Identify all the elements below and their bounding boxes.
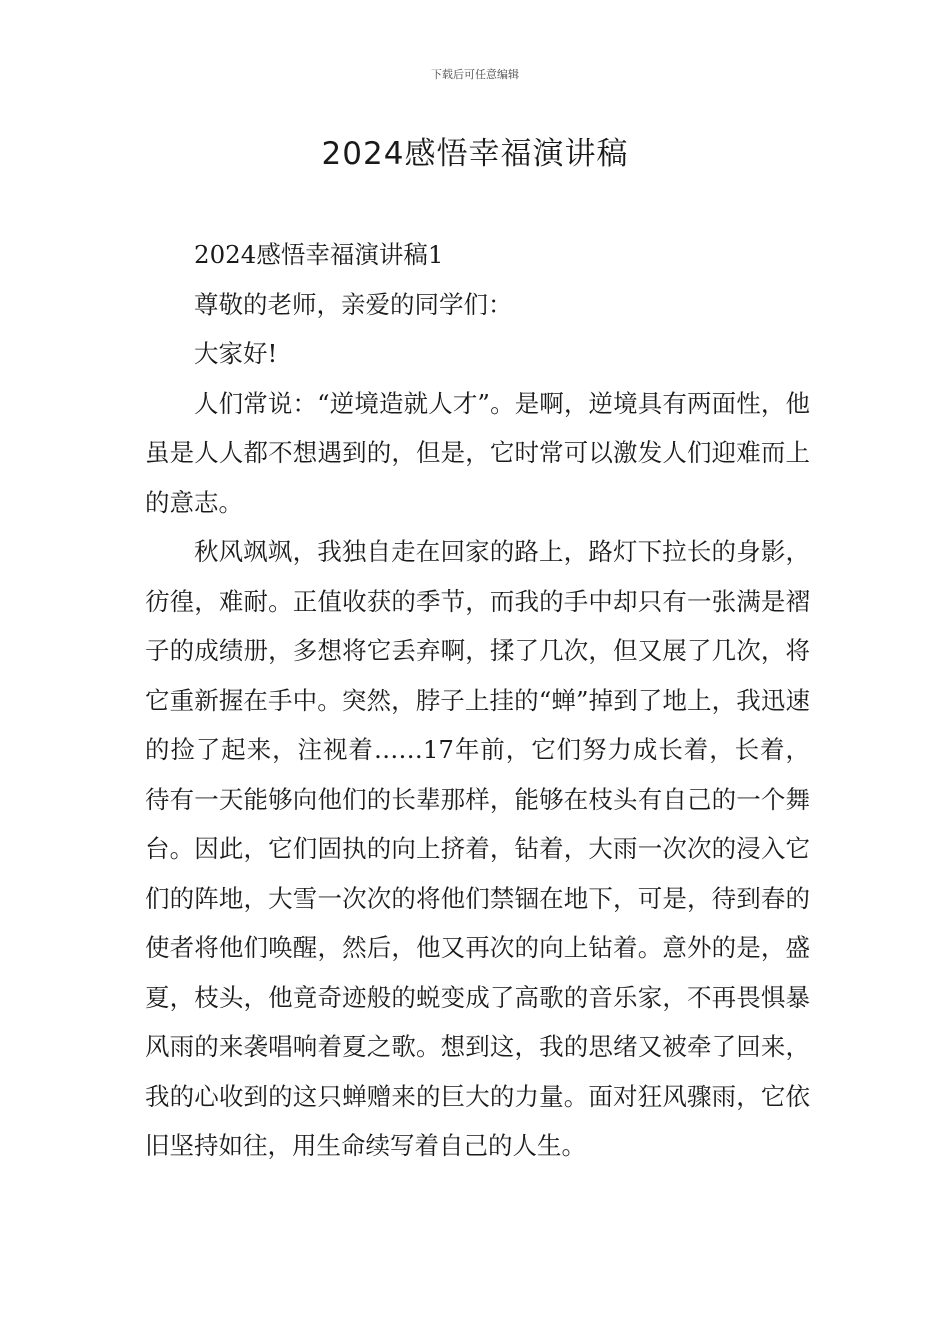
body-paragraph: 秋风飒飒，我独自走在回家的路上，路灯下拉长的身影，彷徨，难耐。正值收获的季节，而我的手中却只有一张满是褶子的成绩册，多想将它丢弃啊，揉了几次，但又展了几次，将它重新握在手中。突然，脖子上挂的“蝉”掉到了地上，我迅速的捡了起来，注视着……17年前，它们努力成长着，长着，待有一天能够向他们的长辈那样，能够在枝头有自己的一个舞台。因此，它们固执的向上挤着，钻着，大雨一次次的浸入它们的阵地，大雪一次次的将他们禁锢在地下，可是，待到春的使者将他们唤醒，然后，他又再次的向上钻着。意外的是，盛夏，枝头，他竟奇迹般的蜕变成了高歌的音乐家，不再畏惧暴风雨的来袭唱响着夏之歌。想到这，我的思绪又被牵了回来，我的心收到的这只蝉赠来的巨大的力量。面对狂风骤雨，它依旧坚持如往，用生命续写着自己的人生。 [145, 537, 810, 1160]
page-header-note: 下载后可任意编辑 [431, 68, 519, 81]
greeting-paragraph: 大家好! [194, 339, 278, 368]
salutation-paragraph: 尊敬的老师，亲爱的同学们： [194, 289, 513, 319]
subtitle-paragraph: 2024感悟幸福演讲稿1 [194, 240, 444, 269]
body-paragraph: 人们常说：“逆境造就人才”。是啊，逆境具有两面性，他虽是人人都不想遇到的，但是，它时常可以激发人们迎难而上的意志。 [145, 388, 810, 517]
document-body [145, 230, 810, 1171]
document-title: 2024感悟幸福演讲稿 [321, 136, 629, 172]
